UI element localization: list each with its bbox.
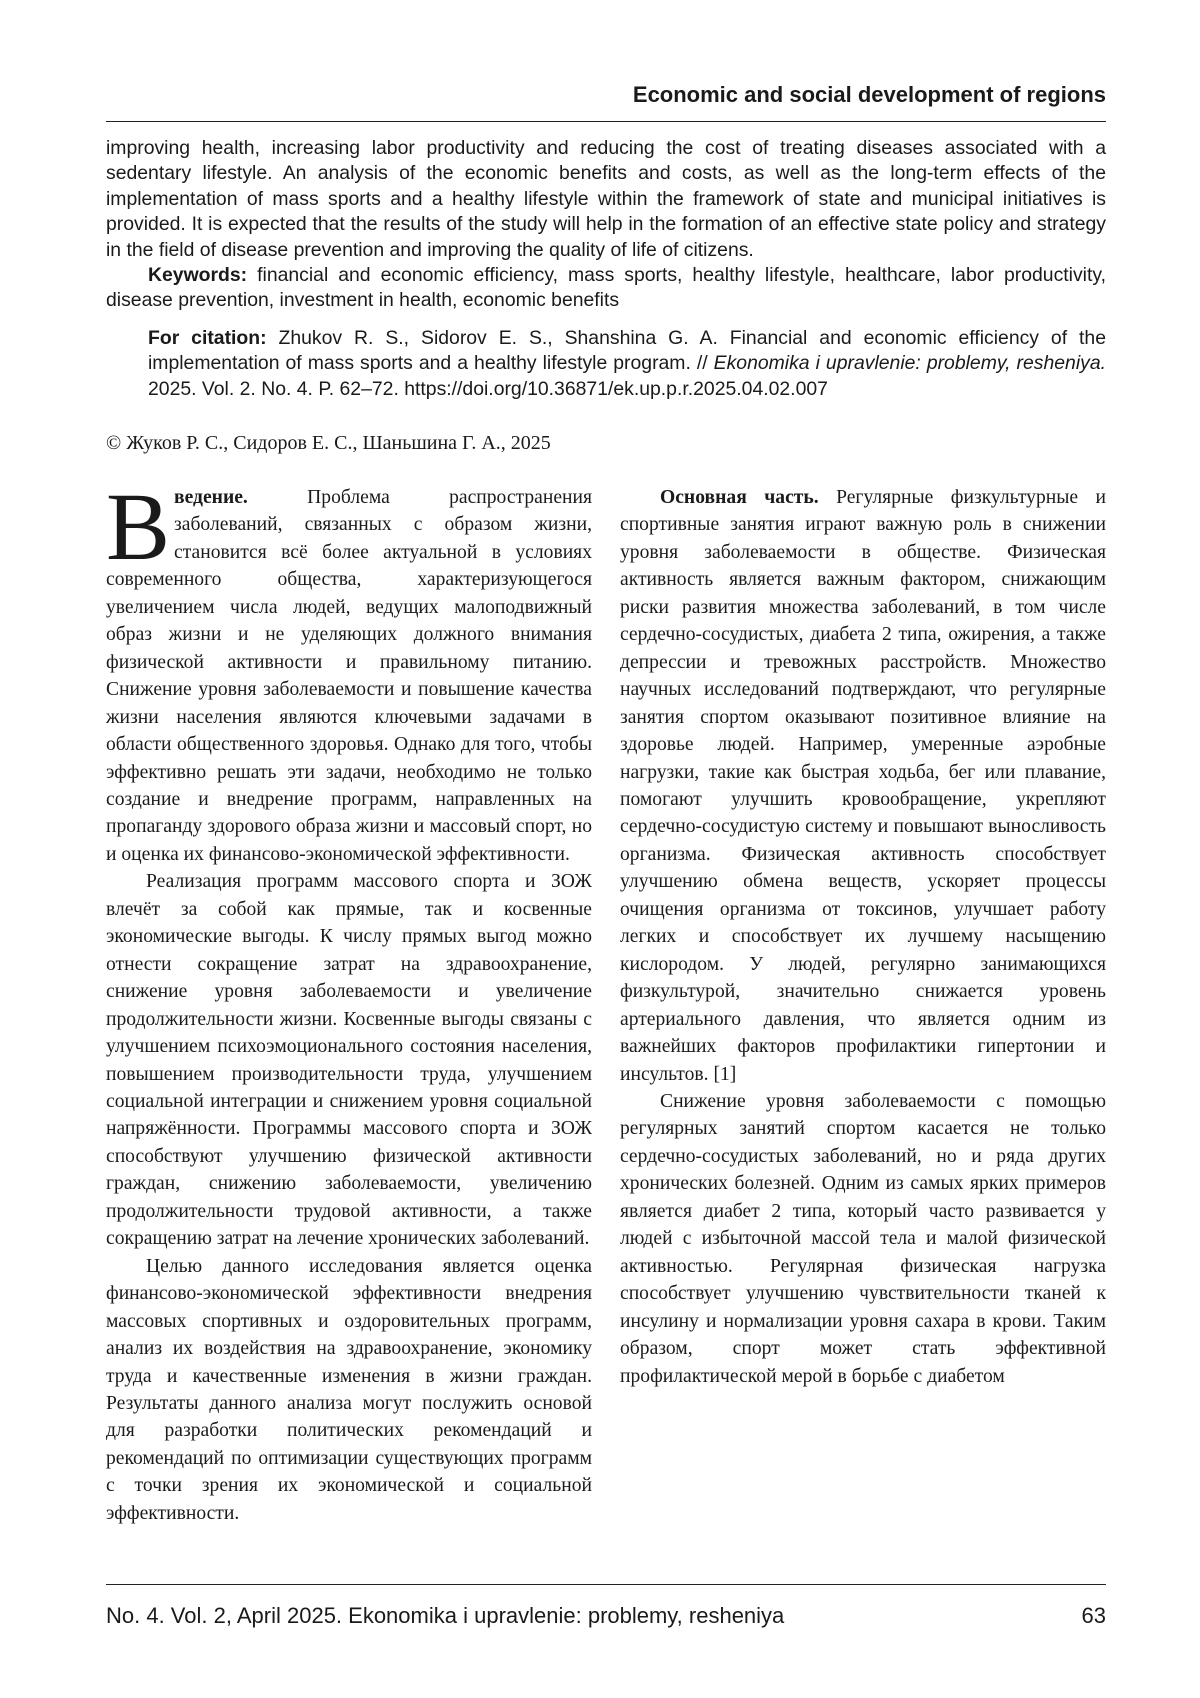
paragraph-benefits: Реализация программ массового спорта и ЗОЖ влечёт за собой как прямые, так и косвенные экономические выгоды. К числу прямых выгод можно отнести сокращение затрат на здравоохранение, снижение уровня заболеваемости и увеличение продолжительности жизни. Косвенные выгоды связаны с улучшением психоэмоционального состояния населения, повышением производительности труда, улучшением социальной интеграции и снижением уровня социальной напряжённости. Программы массового спорта и ЗОЖ способствуют улучшению физической активности граждан, снижению заболеваемости, увеличению продолжительности трудовой активности, а также сокращению затрат на лечение хронических заболеваний. bbox=[106, 871, 592, 1250]
intro-text: Проблема распространения заболеваний, связанных с образом жизни, становится всё более актуальной в условиях современного общества, характеризующегося увеличением числа людей, ведущих малоподвижный образ жизни и не уделяющих должного внимания физической активности и правильному питанию. Снижение уровня заболеваемости и повышение качества жизни населения являются ключевыми задачами в области общественного здоровья. Однако для того, чтобы эффективно решать эти задачи, необходимо не только создание и внедрение программ, направленных на пропаганду здорового образа жизни и массовый спорт, но и оценка их финансово-экономической эффективности. bbox=[106, 487, 592, 865]
page-number: 63 bbox=[1081, 1603, 1106, 1628]
header-divider bbox=[106, 121, 1106, 122]
citation-details: 2025. Vol. 2. No. 4. P. 62–72. https://doi.org/10.36871/ek.up.p.r.2025.04.02.007 bbox=[148, 377, 828, 400]
abstract-text: improving health, increasing labor productivity and reducing the cost of treating diseases associated with a sedentary lifestyle. An analysis of the economic benefits and costs, as well as the long-term effects of the implementation of mass sports and a healthy lifestyle within the framework of state and municipal initiatives is provided. It is expected that the results of the study will help in the formation of an effective state policy and strategy in the field of disease prevention and improving the quality of life of citizens. bbox=[106, 137, 1106, 261]
running-title: Economic and social development of regions bbox=[632, 82, 1106, 107]
citation-label: For citation: bbox=[148, 327, 267, 349]
issue-info: No. 4. Vol. 2, April 2025. Ekonomika i upravlenie: problemy, resheniya bbox=[106, 1603, 785, 1628]
drop-cap: В bbox=[106, 473, 171, 580]
main-part-paragraph bbox=[620, 484, 1106, 1088]
citation bbox=[148, 326, 1106, 402]
keywords-label: Keywords: bbox=[148, 264, 248, 287]
citation-journal: Ekonomika i upravlenie: problemy, resheniya. bbox=[713, 352, 1106, 375]
abstract bbox=[106, 136, 1106, 314]
footer bbox=[106, 1602, 1106, 1630]
keywords-text: financial and economic efficiency, mass sports, healthy lifestyle, healthcare, labor productivity, disease prevention, investment in health, economic benefits bbox=[106, 264, 1106, 312]
body-column-left bbox=[106, 473, 592, 1527]
footer-divider bbox=[106, 1584, 1106, 1585]
paragraph-goal: Целью данного исследования является оценка финансово-экономической эффективности внедрения массовых спортивных и оздоровительных программ, анализ их воздействия на здравоохранение, экономику труда и качественные изменения в жизни граждан. Результаты данного анализа могут послужить основой для разработки политических рекомендаций и рекомендаций по оптимизации существующих программ с точки зрения их экономической и социальной эффективности. bbox=[106, 1255, 592, 1524]
intro-paragraph bbox=[106, 473, 592, 868]
main-part-text: Регулярные физкультурные и спортивные занятия играют важную роль в снижении уровня заболеваемости в обществе. Физическая активность является важным фактором, снижающим риски развития множества заболеваний, в том числе сердечно-сосудистых, диабета 2 типа, ожирения, а также депрессии и тревожных расстройств. Множество научных исследований подтверждают, что регулярные занятия спортом оказывают позитивное влияние на здоровье людей. Например, умеренные аэробные нагрузки, такие как быстрая ходьба, бег или плавание, помогают улучшить кровообращение, укрепляют сердечно-сосудистую систему и повышают выносливость организма. Физическая активность способствует улучшению обмена веществ, ускоряет процессы очищения организма от токсинов, улучшает работу легких и способствует их лучшему насыщению кислородом. У людей, регулярно занимающихся физкультурой, значительно снижается уровень артериального давления, что является одним из важнейших факторов профилактики гипертонии и инсультов. [1] bbox=[620, 487, 1106, 1085]
keywords bbox=[106, 263, 1106, 314]
intro-heading: ведение. bbox=[174, 487, 248, 508]
body-column-right bbox=[620, 484, 1106, 1390]
paragraph-diabetes: Снижение уровня заболеваемости с помощью регулярных занятий спортом касается не только сердечно-сосудистых заболеваний, но и ряда других хронических болезней. Одним из самых ярких примеров является диабет 2 типа, который часто развивается у людей с избыточной массой тела и малой физической активностью. Регулярная физическая нагрузка способствует улучшению чувствительности тканей к инсулину и нормализации уровня сахара в крови. Таким образом, спорт может стать эффективной профилактической мерой в борьбе с диабетом bbox=[620, 1090, 1106, 1387]
copyright: © Жуков Р. С., Сидоров Е. С., Шаньшина Г. А., 2025 bbox=[106, 432, 551, 454]
citation-authors-title: Zhukov R. S., Sidorov E. S., Shanshina G. A. Financial and economic efficiency of the implementation of mass sports and a healthy lifestyle program. // bbox=[148, 327, 1106, 375]
main-part-heading: Основная часть. bbox=[660, 487, 819, 508]
